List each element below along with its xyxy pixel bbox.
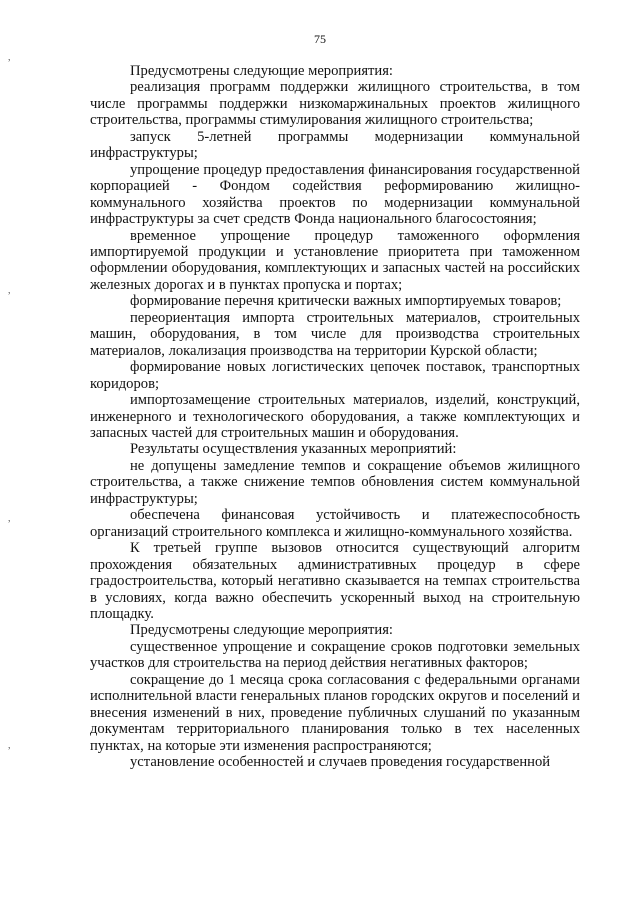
- paragraph: временное упрощение процедур таможенного оформления импортируемой продукции и установление приоритета при таможенном оформлении оборудования, комплектующих и запасных частей на российских железных дорогах и в пунктах пропуска и портах;: [90, 227, 580, 293]
- paragraph: не допущены замедление темпов и сокращение объемов жилищного строительства, а также снижение темпов обновления систем коммунальной инфраструктуры;: [90, 457, 580, 507]
- page-number: 75: [314, 32, 326, 46]
- paragraph: переориентация импорта строительных материалов, строительных машин, оборудования, в том числе для производства строительных материалов, локализация производства на территории Курской области;: [90, 309, 580, 359]
- paragraph: импортозамещение строительных материалов, изделий, конструкций, инженерного и технологического оборудования, а также комплектующих и запасных частей для строительных машин и оборудования.: [90, 392, 580, 441]
- paragraph: установление особенностей и случаев проведения государственной: [130, 754, 551, 771]
- margin-mark: ,: [8, 285, 11, 296]
- paragraph: К третьей группе вызовов относится существующий алгоритм прохождения обязательных административных процедур в сфере градостроительства, который негативно сказывается на темпах строительства в условиях, когда важно обеспечить ускоренный выход на строительную площадку.: [90, 540, 580, 622]
- body-text: [90, 63, 580, 770]
- paragraph: формирование перечня критически важных импортируемых товаров;: [130, 293, 562, 310]
- margin-mark: ,: [8, 52, 11, 63]
- paragraph: упрощение процедур предоставления финансирования государственной корпорацией - Фондом содействия реформированию жилищно-коммунального хозяйства проектов по модернизации коммунальной инфраструктуры за счет средств Фонда национального благосостояния;: [90, 161, 580, 228]
- paragraph: реализация программ поддержки жилищного строительства, в том числе программы поддержки низкомаржинальных проектов жилищного строительства, программы стимулирования жилищного строительства;: [90, 79, 580, 129]
- margin-mark: ,: [8, 513, 11, 524]
- paragraph: формирование новых логистических цепочек поставок, транспортных коридоров;: [90, 359, 580, 392]
- paragraph: обеспечена финансовая устойчивость и платежеспособность организаций строительного комплекса и жилищно-коммунального хозяйства.: [90, 507, 580, 540]
- margin-mark: ,: [8, 740, 11, 751]
- paragraph: Предусмотрены следующие мероприятия:: [130, 622, 393, 639]
- paragraph: Предусмотрены следующие мероприятия:: [130, 63, 393, 79]
- paragraph: сокращение до 1 месяца срока согласования с федеральными органами исполнительной власти генеральных планов городских округов и поселений и внесения изменений в них, проведение публичных слушаний по указанным документам территориального планирования только в тех населенных пунктах, на которые эти изменения распространяются;: [90, 671, 580, 754]
- paragraph: существенное упрощение и сокращение сроков подготовки земельных участков для строительства на период действия негативных факторов;: [90, 638, 580, 672]
- paragraph: запуск 5-летней программы модернизации коммунальной инфраструктуры;: [90, 128, 580, 162]
- paragraph: Результаты осуществления указанных мероприятий:: [130, 441, 457, 458]
